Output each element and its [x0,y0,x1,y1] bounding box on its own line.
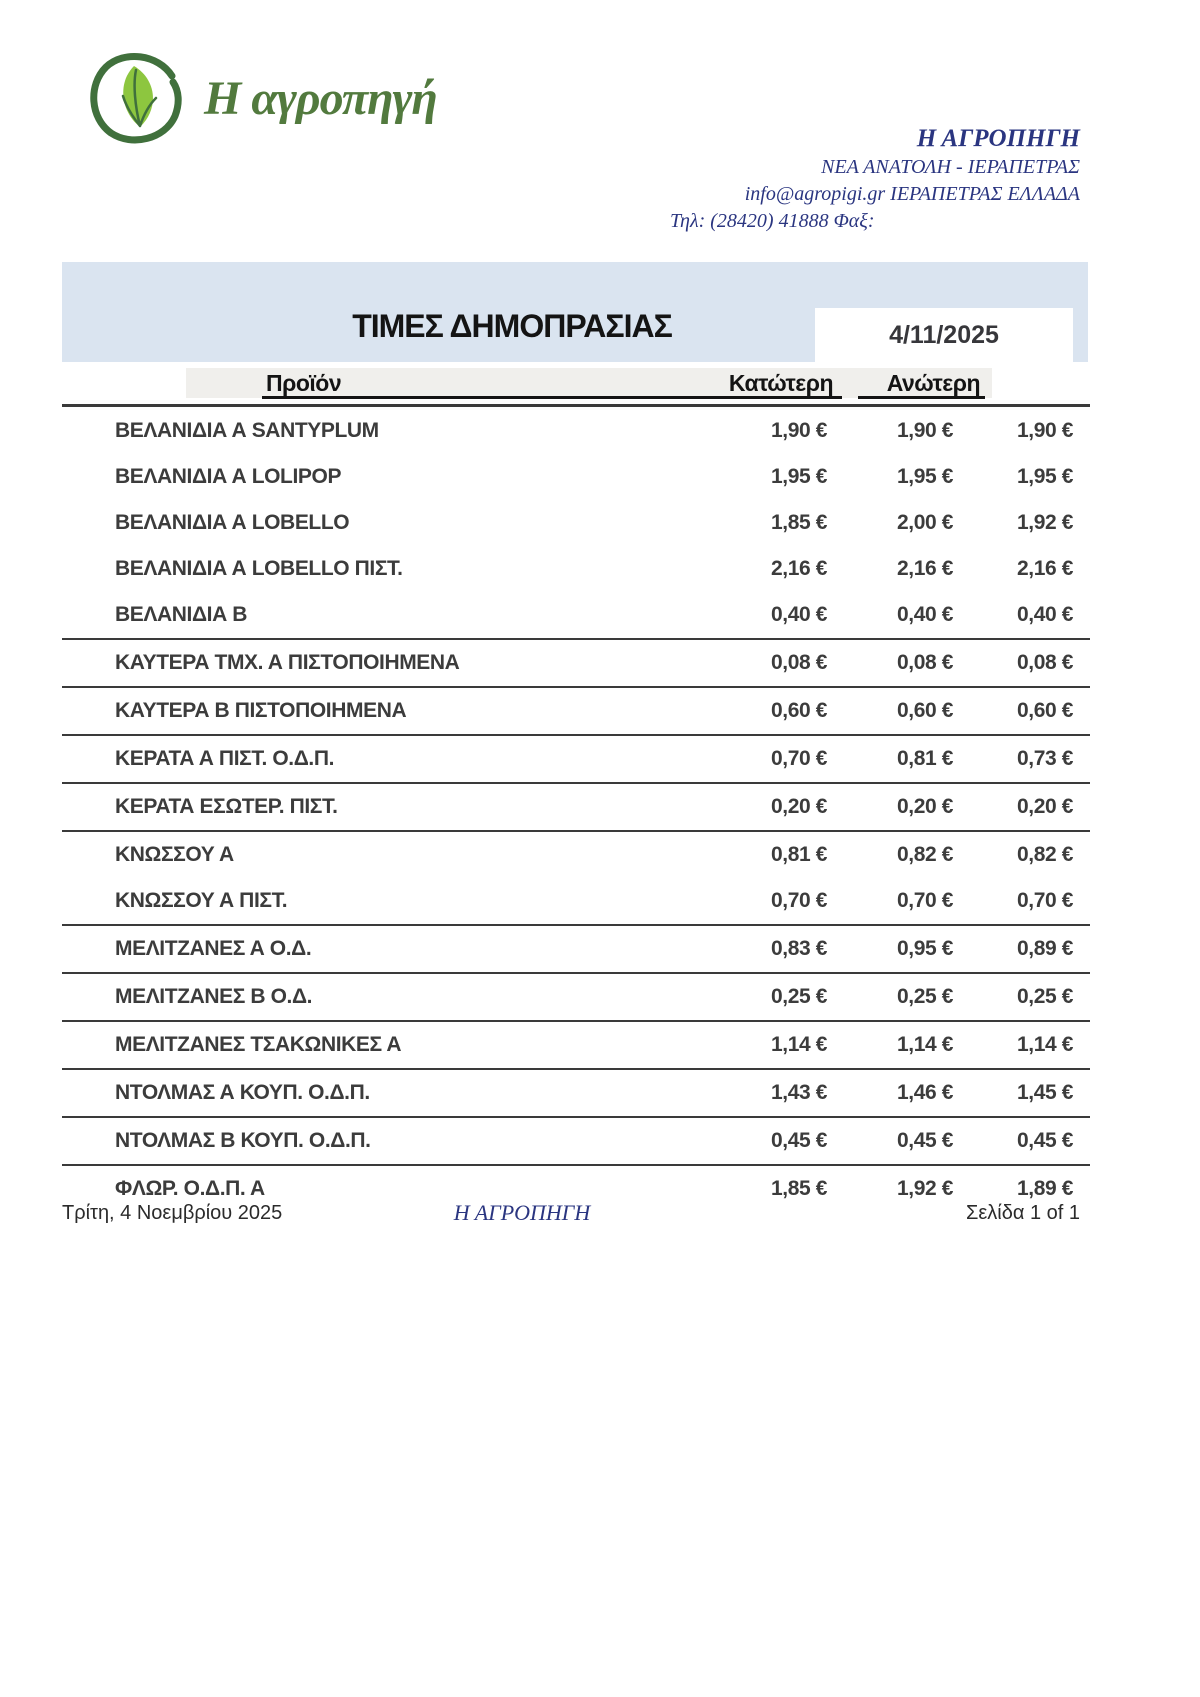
price-max: 0,08 € [897,651,953,674]
table-row [62,408,1090,454]
auction-date-box [815,308,1073,362]
table-body [62,408,1090,1212]
column-header-min: Κατώτερη [728,370,833,396]
product-name: ΒΕΛΑΝΙΔΙΑ Α LOLIPOP [115,465,342,488]
letterhead-contact: info@agropigi.gr ΙΕΡΑΠΕΤΡΑΣ ΕΛΛΑΔΑ [744,183,1080,205]
header-divider-line [62,404,1090,407]
letterhead [610,124,1080,235]
letterhead-phone: Τηλ: (28420) 41888 Φαξ: [670,210,875,232]
company-logo [84,46,437,151]
price-avg: 0,70 € [1017,889,1073,912]
product-name: ΝΤΟΛΜΑΣ Β ΚΟΥΠ. Ο.Δ.Π. [115,1129,371,1152]
product-name: ΚΝΩΣΣΟΥ Α [115,843,234,866]
price-max: 0,40 € [897,603,953,626]
price-avg: 0,25 € [1017,985,1073,1008]
leaf-swirl-icon [84,46,188,151]
price-min: 1,95 € [771,465,827,488]
price-avg: 2,16 € [1017,557,1073,580]
price-min: 0,70 € [771,747,827,770]
price-max: 2,16 € [897,557,953,580]
price-avg: 1,92 € [1017,511,1073,534]
table-row [62,546,1090,592]
product-name: ΒΕΛΑΝΙΔΙΑ Α LOBELLO ΠΙΣΤ. [115,557,403,580]
price-avg: 0,89 € [1017,937,1073,960]
footer-date: Τρίτη, 4 Νοεμβρίου 2025 [62,1202,283,1224]
price-avg: 0,40 € [1017,603,1073,626]
price-max: 0,82 € [897,843,953,866]
price-max: 0,45 € [897,1129,953,1152]
table-row [62,972,1090,1020]
price-min: 1,14 € [771,1033,827,1056]
product-name: ΜΕΛΙΤΖΑΝΕΣ Α Ο.Δ. [115,937,312,960]
price-min: 0,60 € [771,699,827,722]
price-min: 1,85 € [771,511,827,534]
product-name: ΜΕΛΙΤΖΑΝΕΣ Β Ο.Δ. [115,985,313,1008]
price-min: 0,08 € [771,651,827,674]
product-name: ΚΝΩΣΣΟΥ Α ΠΙΣΤ. [115,889,288,912]
product-name: ΒΕΛΑΝΙΔΙΑ Β [115,603,248,626]
table-row [62,1020,1090,1068]
table-header-row [186,368,992,398]
table-row [62,638,1090,686]
price-avg: 0,20 € [1017,795,1073,818]
price-max: 0,95 € [897,937,953,960]
price-min: 0,40 € [771,603,827,626]
column-header-max: Ανώτερη [886,370,980,396]
price-avg: 1,90 € [1017,419,1073,442]
price-max: 0,60 € [897,699,953,722]
product-name: ΚΕΡΑΤΑ Α ΠΙΣΤ. Ο.Δ.Π. [115,747,335,770]
product-name: ΝΤΟΛΜΑΣ Α ΚΟΥΠ. Ο.Δ.Π. [115,1081,370,1104]
price-min: 2,16 € [771,557,827,580]
header-underline [262,396,842,399]
price-min: 0,81 € [771,843,827,866]
price-max: 0,20 € [897,795,953,818]
page-footer [62,1202,1080,1232]
price-avg: 0,45 € [1017,1129,1073,1152]
brand-name: Η αγροπηγή [204,72,437,125]
price-max: 1,46 € [897,1081,953,1104]
price-max: 2,00 € [897,511,953,534]
auction-date: 4/11/2025 [889,320,999,349]
table-row [62,1068,1090,1116]
price-min: 1,85 € [771,1177,827,1200]
column-header-product: Προϊόν [266,370,342,396]
table-row [62,830,1090,878]
price-max: 1,95 € [897,465,953,488]
table-row [62,734,1090,782]
price-avg: 1,95 € [1017,465,1073,488]
table-row [62,878,1090,924]
table-row [62,592,1090,638]
price-max: 1,14 € [897,1033,953,1056]
footer-company: Η ΑΓΡΟΠΗΓΗ [453,1200,591,1225]
price-max: 0,81 € [897,747,953,770]
table-row [62,924,1090,972]
price-min: 0,25 € [771,985,827,1008]
price-avg: 0,73 € [1017,747,1073,770]
table-row [62,686,1090,734]
price-avg: 1,14 € [1017,1033,1073,1056]
price-avg: 1,89 € [1017,1177,1073,1200]
product-name: ΚΕΡΑΤΑ ΕΣΩΤΕΡ. ΠΙΣΤ. [115,795,338,818]
table-row [62,782,1090,830]
table-row [62,500,1090,546]
price-avg: 1,45 € [1017,1081,1073,1104]
price-avg: 0,60 € [1017,699,1073,722]
product-name: ΒΕΛΑΝΙΔΙΑ Α SANTYPLUM [115,419,379,442]
product-name: ΚΑΥΤΕΡΑ Β ΠΙΣΤΟΠΟΙΗΜΕΝΑ [115,699,407,722]
table-row [62,454,1090,500]
price-min: 0,83 € [771,937,827,960]
footer-page-number: Σελίδα 1 of 1 [965,1202,1080,1224]
price-min: 1,43 € [771,1081,827,1104]
price-max: 0,70 € [897,889,953,912]
document-title: ΤΙΜΕΣ ΔΗΜΟΠΡΑΣΙΑΣ [352,308,672,344]
header-underline [858,396,985,399]
product-name: ΦΛΩΡ. Ο.Δ.Π. Α [115,1177,265,1200]
price-max: 0,25 € [897,985,953,1008]
table-row [62,1116,1090,1164]
price-min: 1,90 € [771,419,827,442]
price-min: 0,20 € [771,795,827,818]
price-min: 0,45 € [771,1129,827,1152]
title-bar [62,262,1088,362]
price-max: 1,92 € [897,1177,953,1200]
price-min: 0,70 € [771,889,827,912]
letterhead-location: ΝΕΑ ΑΝΑΤΟΛΗ - ΙΕΡΑΠΕΤΡΑΣ [821,156,1080,178]
price-max: 1,90 € [897,419,953,442]
price-avg: 0,08 € [1017,651,1073,674]
product-name: ΜΕΛΙΤΖΑΝΕΣ ΤΣΑΚΩΝΙΚΕΣ Α [115,1033,402,1056]
price-avg: 0,82 € [1017,843,1073,866]
product-name: ΒΕΛΑΝΙΔΙΑ Α LOBELLO [115,511,350,534]
letterhead-company: Η ΑΓΡΟΠΗΓΗ [916,125,1080,152]
product-name: ΚΑΥΤΕΡΑ ΤΜΧ. Α ΠΙΣΤΟΠΟΙΗΜΕΝΑ [115,651,460,674]
